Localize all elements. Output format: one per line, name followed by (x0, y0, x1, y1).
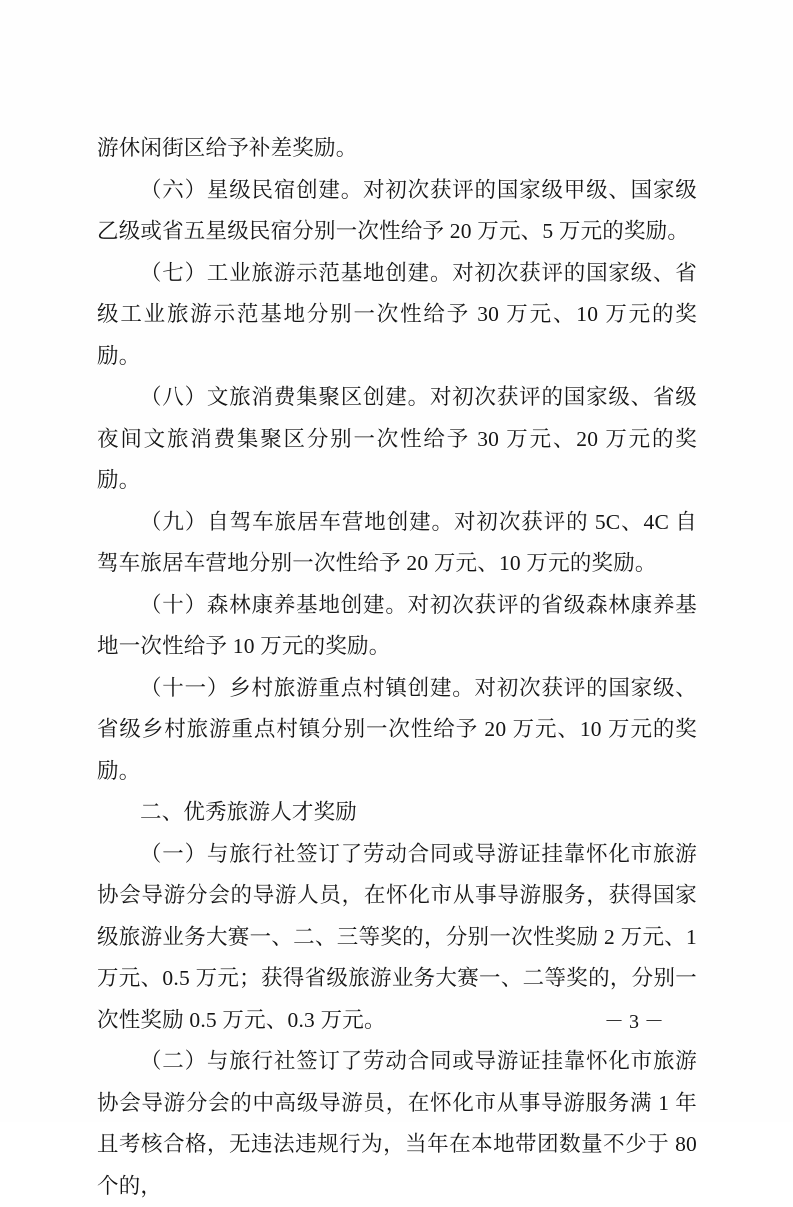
paragraph-item-10: （十）森林康养基地创建。对初次获评的省级森林康养基地一次性给予 10 万元的奖励。 (97, 592, 697, 658)
paragraph-section-heading-2: 二、优秀旅游人才奖励 (140, 800, 358, 824)
paragraph-item-11: （十一）乡村旅游重点村镇创建。对初次获评的国家级、省级乡村旅游重点村镇分别一次性给予 20 万元、10 万元的奖励。 (97, 675, 697, 783)
paragraph-item-6: （六）星级民宿创建。对初次获评的国家级甲级、国家级乙级或省五星级民宿分别一次性给予 20 万元、5 万元的奖励。 (97, 177, 697, 243)
paragraph-sub-item-2: （二）与旅行社签订了劳动合同或导游证挂靠怀化市旅游协会导游分会的中高级导游员，在怀化市从事导游服务满 1 年且考核合格，无违法违规行为，当年在本地带团数量不少于 80 个的， (97, 1049, 697, 1198)
paragraph-item-8: （八）文旅消费集聚区创建。对初次获评的国家级、省级夜间文旅消费集聚区分别一次性给予 30 万元、20 万元的奖励。 (97, 385, 697, 492)
page-number: － 3 － (604, 1011, 664, 1033)
paragraph-continuation: 游休闲街区给予补差奖励。 (97, 136, 358, 160)
document-body (97, 128, 697, 1207)
paragraph-sub-item-1: （一）与旅行社签订了劳动合同或导游证挂靠怀化市旅游协会导游分会的导游人员，在怀化市从事导游服务，获得国家级旅游业务大赛一、二、三等奖的，分别一次性奖励 2 万元、1 万元、0.5 万元；获得省级旅游业务大赛一、二等奖的，分别一次性奖励 0.5 万元、0.3 万元。 (97, 841, 697, 1032)
paragraph-item-9: （九）自驾车旅居车营地创建。对初次获评的 5C、4C 自驾车旅居车营地分别一次性给予 20 万元、10 万元的奖励。 (97, 509, 697, 575)
paragraph-item-7: （七）工业旅游示范基地创建。对初次获评的国家级、省级工业旅游示范基地分别一次性给予 30 万元、10 万元的奖励。 (97, 260, 697, 368)
